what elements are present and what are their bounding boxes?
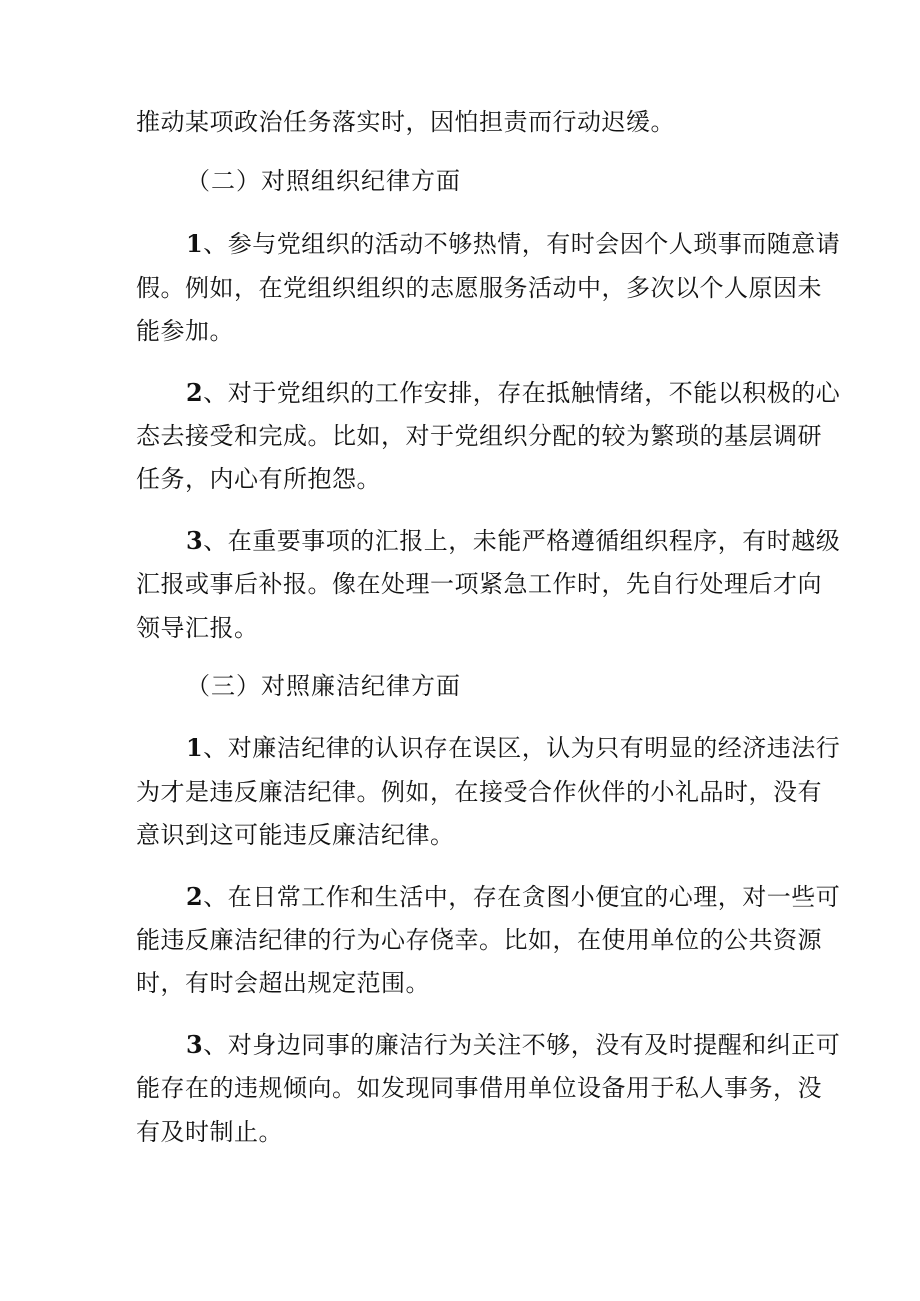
item-line [186,882,840,912]
item-text: 、对廉洁纪律的认识存在误区，认为只有明显的经济违法行 [203,734,841,762]
item-line [186,378,840,408]
item-line [186,229,840,259]
item-line: 有及时制止。 [136,1118,283,1146]
item-number: 1 [186,229,204,258]
item-line: 时，有时会超出规定范围。 [136,969,430,997]
item-line [186,1030,840,1060]
section-heading-integrity: （三）对照廉洁纪律方面 [186,672,461,700]
item-line: 为才是违反廉洁纪律。例如，在接受合作伙伴的小礼品时，没有 [136,778,822,806]
item-line [186,526,840,556]
item-line: 态去接受和完成。比如，对于党组织分配的较为繁琐的基层调研 [136,422,822,450]
item-line [186,733,840,763]
item-number: 2 [186,882,204,911]
item-text: 、对身边同事的廉洁行为关注不够，没有及时提醒和纠正可 [203,1031,841,1059]
item-line: 能违反廉洁纪律的行为心存侥幸。比如，在使用单位的公共资源 [136,926,822,954]
intro-paragraph-tail: 推动某项政治任务落实时，因怕担责而行动迟缓。 [136,108,675,136]
item-line: 能参加。 [136,317,234,345]
item-number: 3 [186,1030,204,1059]
item-line: 假。例如，在党组织组织的志愿服务活动中，多次以个人原因未 [136,274,822,302]
item-text: 、在日常工作和生活中，存在贪图小便宜的心理，对一些可 [203,883,841,911]
item-text: 、在重要事项的汇报上，未能严格遵循组织程序，有时越级 [203,527,841,555]
item-line: 能存在的违规倾向。如发现同事借用单位设备用于私人事务，没 [136,1074,822,1102]
item-text: 、参与党组织的活动不够热情，有时会因个人琐事而随意请 [203,230,841,258]
item-line: 领导汇报。 [136,614,259,642]
item-line: 任务，内心有所抱怨。 [136,465,381,493]
item-number: 3 [186,526,204,555]
item-line: 意识到这可能违反廉洁纪律。 [136,821,455,849]
item-number: 2 [186,378,204,407]
item-text: 、对于党组织的工作安排，存在抵触情绪，不能以积极的心 [203,379,841,407]
section-heading-organization: （二）对照组织纪律方面 [186,167,461,195]
item-number: 1 [186,733,204,762]
item-line: 汇报或事后补报。像在处理一项紧急工作时，先自行处理后才向 [136,570,822,598]
